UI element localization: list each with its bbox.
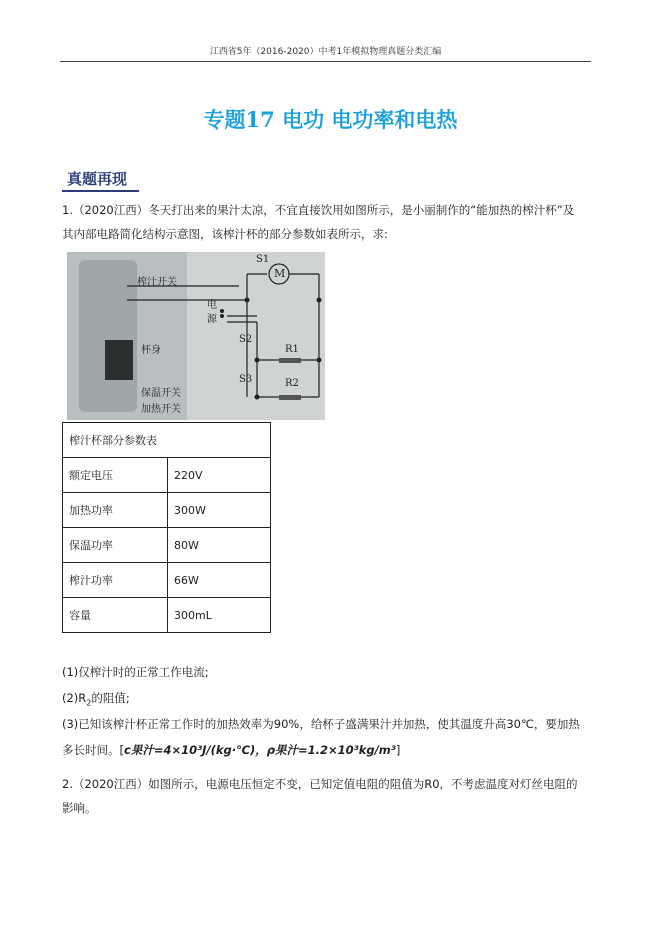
table-key: 容量 [63, 598, 168, 633]
table-key: 加热功率 [63, 493, 168, 528]
parameter-table [62, 422, 271, 633]
subquestion-3-line-1: (3)已知该榨汁杯正常工作时的加热效率为90%，给杯子盛满果汁并加热，使其温度升高30℃，要加热 [62, 717, 580, 731]
table-caption-row [63, 423, 271, 458]
label-motor: M [274, 267, 286, 280]
table-row [63, 458, 271, 493]
question-1-line-1: 1.（2020江西）冬天打出来的果汁太凉，不宜直接饮用如图所示，是小丽制作的“能加热的榨汁杯”及 [62, 203, 575, 217]
section-underline [62, 190, 139, 192]
label-zhazhi-switch: 榨汁开关 [137, 277, 177, 288]
subquestion-3-line-2 [62, 742, 602, 758]
page-header: 江西省5年（2016-2020）中考1年模拟物理真题分类汇编 [209, 47, 442, 57]
subquestion-2-prefix: (2)R [62, 691, 87, 705]
label-power-2: 源 [207, 314, 217, 325]
label-insulation-switch: 保温开关 [141, 388, 181, 399]
subquestion-3-suffix: ] [395, 743, 401, 757]
label-heating-switch: 加热开关 [141, 404, 181, 415]
table-key: 保温功率 [63, 528, 168, 563]
table-row [63, 598, 271, 633]
table-value: 80W [168, 528, 271, 563]
question-1-line-2: 其内部电路简化结构示意图，该榨汁杯的部分参数如表所示，求: [62, 227, 388, 241]
header-rule [60, 61, 591, 62]
question-2-line-1: 2.（2020江西）如图所示，电源电压恒定不变，已知定值电阻的阻值为R0，不考虑温度对灯丝电阻的 [62, 777, 578, 791]
subquestion-2 [62, 690, 602, 707]
table-caption: 榨汁杯部分参数表 [63, 423, 271, 458]
label-r2: R2 [285, 378, 299, 389]
table-key: 榨汁功率 [63, 563, 168, 598]
label-s2: S2 [239, 334, 253, 345]
label-power-1: 电 [207, 300, 217, 311]
label-cup-body: 杯身 [141, 345, 161, 356]
table-key: 额定电压 [63, 458, 168, 493]
table-value: 220V [168, 458, 271, 493]
juicer-figure [67, 252, 325, 420]
question-1-text [62, 198, 602, 246]
table-row [63, 528, 271, 563]
subquestion-3-prefix: 多长时间。[ [62, 743, 124, 757]
subquestion-3-formula: c果汁=4×10³J/(kg·℃)，ρ果汁=1.2×10³kg/m³ [124, 743, 396, 757]
label-r1: R1 [285, 344, 299, 355]
table-value: 300W [168, 493, 271, 528]
page-title: 专题17 电功 电功率和电热 [203, 107, 458, 132]
label-s3: S3 [239, 374, 253, 385]
subquestion-2-sub: 2 [86, 698, 92, 708]
table-value: 300mL [168, 598, 271, 633]
question-2-text [62, 772, 602, 820]
label-s1: S1 [256, 254, 270, 265]
table-row [63, 563, 271, 598]
table-value: 66W [168, 563, 271, 598]
table-row [63, 493, 271, 528]
circuit-diagram [67, 252, 325, 420]
question-2-line-2: 影响。 [62, 801, 97, 815]
subquestion-2-suffix: 的阻值; [91, 691, 130, 705]
section-heading: 真题再现 [67, 170, 128, 188]
subquestion-1: (1)仅榨汁时的正常工作电流; [62, 665, 209, 679]
